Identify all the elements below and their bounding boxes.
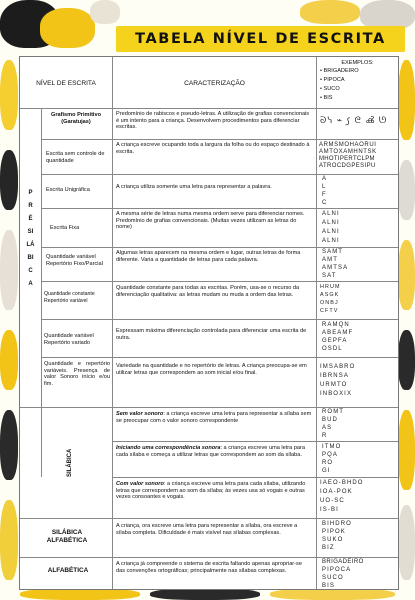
level-description: Predomínio de rabiscos e pseudo-letras. A utilização de grafias convencionais é um intento para a criança. Desenvolvem procedimentos para diferenciar escritas.	[116, 111, 310, 131]
example-writing: UO-SC	[320, 498, 345, 504]
character-decoration	[398, 410, 415, 490]
level-lead: Sem valor sonoro	[116, 411, 164, 417]
example-writing: C	[322, 200, 328, 206]
grid-line	[112, 57, 113, 589]
level-name: Quantidade variável Repertório Fixo/Parcial	[46, 254, 103, 267]
example-word: • SUCO	[320, 86, 340, 92]
level-description	[116, 411, 312, 424]
character-decoration	[398, 505, 415, 580]
example-writing: R	[322, 433, 328, 439]
example-writing: SUKO	[322, 537, 344, 543]
example-writing: OSDL	[322, 346, 343, 352]
example-writing: F	[322, 192, 327, 198]
character-decoration	[398, 330, 415, 390]
grid-line	[41, 319, 398, 320]
level-lead: Iniciando uma correspondência sonora	[116, 445, 221, 451]
example-writing: SAMT	[322, 249, 344, 255]
example-writing: IMSABRO	[320, 364, 356, 370]
example-writing: ᘐᓭ ⌁ ꠹ ᘓ ൿ ᘎ	[320, 115, 388, 125]
example-writing: BRIGADEIRO	[322, 559, 364, 565]
character-decoration	[0, 230, 18, 310]
level-name: Escrita Fixa	[50, 225, 80, 231]
grid-line	[41, 174, 398, 175]
level-description: Variedade na quantidade e no repertório de letras. A criança preocupa-se em utilizar letras que correspondem ao som inicial e/ou final.	[116, 363, 307, 376]
level-description	[116, 481, 312, 501]
character-decoration	[398, 160, 415, 220]
grid-line	[41, 407, 42, 477]
example-word: • BIS	[320, 95, 333, 101]
example-writing: MHOTIPERTCLPM	[319, 156, 375, 162]
grid-line	[20, 407, 398, 408]
example-writing: ALNI	[322, 229, 340, 235]
grid-line	[20, 518, 398, 519]
example-writing: BIZ	[322, 545, 335, 551]
pre-silabica-text: PRÉ SILÁBICA	[26, 190, 35, 287]
level-name: Grafismo Primitivo (Garatujas)	[50, 112, 102, 125]
example-writing: SUCO	[322, 575, 344, 581]
level-name: ALFABÉTICA	[47, 567, 89, 574]
character-decoration	[0, 500, 18, 580]
example-writing: BUD	[322, 417, 338, 423]
grid-line	[112, 441, 398, 442]
example-word: • BRIGADEIRO	[320, 68, 359, 74]
grid-line	[41, 208, 398, 209]
writing-level-table	[19, 56, 399, 590]
example-writing: L	[322, 184, 327, 190]
pre-silabica-label	[20, 187, 41, 291]
example-writing: GEPFA	[322, 338, 348, 344]
example-writing: PIPOCA	[322, 567, 352, 573]
example-writing: PQA	[322, 452, 338, 458]
example-writing: AS	[322, 425, 333, 431]
example-writing: ALNI	[322, 220, 340, 226]
example-writing: INBOXIX	[320, 391, 353, 397]
level-name: Quantidade constante Repertório variável	[44, 291, 95, 304]
level-description: A criança, ora escreve uma letra para representar a sílaba, ora escreve a sílaba completa. Dificuldade é mais visível nas sílabas complexas.	[116, 523, 298, 536]
example-writing: ARMSMOHAORUI	[319, 142, 377, 148]
level-name: Escrita sem controle de quantidade	[46, 151, 105, 164]
level-lead: Com valor sonoro	[116, 481, 164, 487]
character-decoration	[0, 60, 18, 130]
level-description: Algumas letras aparecem na mesma ordem e lugar, outras letras de forma diferente. Varia a quantidade de letras para cada palavra.	[116, 250, 301, 263]
level-name: Quantidade variável Repertório variado	[44, 333, 94, 346]
example-writing: ASGK	[320, 292, 340, 298]
character-decoration	[0, 330, 18, 390]
example-writing: BIS	[322, 583, 335, 589]
example-writing: IAEO-BHDO	[320, 480, 364, 486]
example-writing: RO	[322, 460, 334, 466]
grid-line	[41, 357, 398, 358]
header-level: NÍVEL DE ESCRITA	[36, 80, 96, 87]
example-writing: URMTO	[320, 382, 348, 388]
header-examples-label: EXEMPLOS:	[341, 60, 374, 66]
example-writing: ONBJ	[320, 300, 339, 306]
example-writing: SAT	[322, 273, 337, 279]
example-writing: A	[322, 176, 328, 182]
example-writing: ATROCDGPESIPU	[319, 163, 376, 169]
example-writing: AMTOXAMHNTSK	[319, 149, 377, 155]
grid-line	[41, 247, 398, 248]
example-writing: ITMO	[322, 444, 342, 450]
page-title: TABELA NÍVEL DE ESCRITA	[135, 31, 386, 47]
example-writing: ALNI	[322, 238, 340, 244]
example-writing: ABEAMF	[322, 330, 354, 336]
level-description-text: : a criança escreve uma letra para cada sílaba e começa a utilizar letras que correspondem ao som da sílaba.	[116, 445, 306, 458]
level-description: A criança já compreende o sistema de escrita faltando apenas apropriar-se das convenções ortográficas; principalmente nas sílabas complexas.	[116, 561, 302, 574]
level-description: Quantidade constante para todas as escritas. Porém, usa-se o recurso da diferenciação qualitativa: as letras mudam ou muda a ordem das letras.	[116, 285, 300, 298]
example-writing: AMT	[322, 257, 338, 263]
level-description: A criança utiliza somente uma letra para representar a palavra.	[116, 184, 272, 190]
level-name: SILÁBICA ALFABÉTICA	[46, 529, 88, 544]
example-word: • PIPOCA	[320, 77, 345, 83]
header-characterization: CARACTERIZAÇÃO	[184, 80, 245, 87]
example-writing: IBRNSA	[320, 373, 349, 379]
example-writing: AMTSA	[322, 265, 349, 271]
example-writing: IOA-POK	[320, 489, 353, 495]
grid-line	[41, 281, 398, 282]
grid-line	[41, 139, 398, 140]
character-decoration	[0, 410, 18, 480]
level-description: A criança escreve ocupando toda a largura da folha ou do espaço destinado à escrita.	[116, 142, 310, 155]
example-writing: BIHDRO	[322, 521, 352, 527]
grid-line	[20, 557, 398, 558]
character-decoration	[40, 8, 95, 48]
character-decoration	[398, 240, 415, 310]
example-writing: PIPOK	[322, 529, 346, 535]
character-decoration	[0, 150, 18, 210]
example-writing: HRUM	[320, 284, 341, 290]
level-description-text: : a criança escreve uma letra para cada sílaba, utilizando letras que correspondem ao som da sílaba; às vezes usa só vogais e outras vezes consoantes e vogais.	[116, 481, 306, 501]
level-description: Expressam máxima diferenciação controlada para diferenciar uma escrita de outra.	[116, 328, 307, 341]
level-name: Quantidade e repertório variáveis. Presença de valor Sonoro início e/ou fim.	[44, 361, 110, 387]
level-name: Escrita Unigráfica	[46, 187, 90, 193]
example-writing: GI	[322, 468, 331, 474]
grid-line	[20, 108, 398, 109]
grid-line	[316, 57, 317, 589]
example-writing: RAMQN	[322, 322, 350, 328]
character-decoration	[398, 60, 415, 140]
example-writing: ROMT	[322, 409, 345, 415]
grid-line	[41, 108, 42, 407]
example-writing: CFTV	[320, 308, 339, 314]
silabica-label: SILÁBICA	[67, 448, 73, 477]
level-description	[116, 445, 312, 458]
level-description: A mesma série de letras numa mesma ordem serve para diferenciar nomes. Predomínio de grafias convencionais. (Muitas vezes utilizam as letras do nome)	[116, 211, 305, 231]
grid-line	[112, 477, 398, 478]
example-writing: ALNI	[322, 211, 340, 217]
level-description-text: : a criança escreve uma letra para representar a sílaba sem se preocupar com o valor sonoro correspondente	[116, 411, 312, 424]
character-decoration	[300, 0, 360, 24]
example-writing: IS-BI	[320, 507, 339, 513]
character-decoration	[90, 0, 120, 24]
